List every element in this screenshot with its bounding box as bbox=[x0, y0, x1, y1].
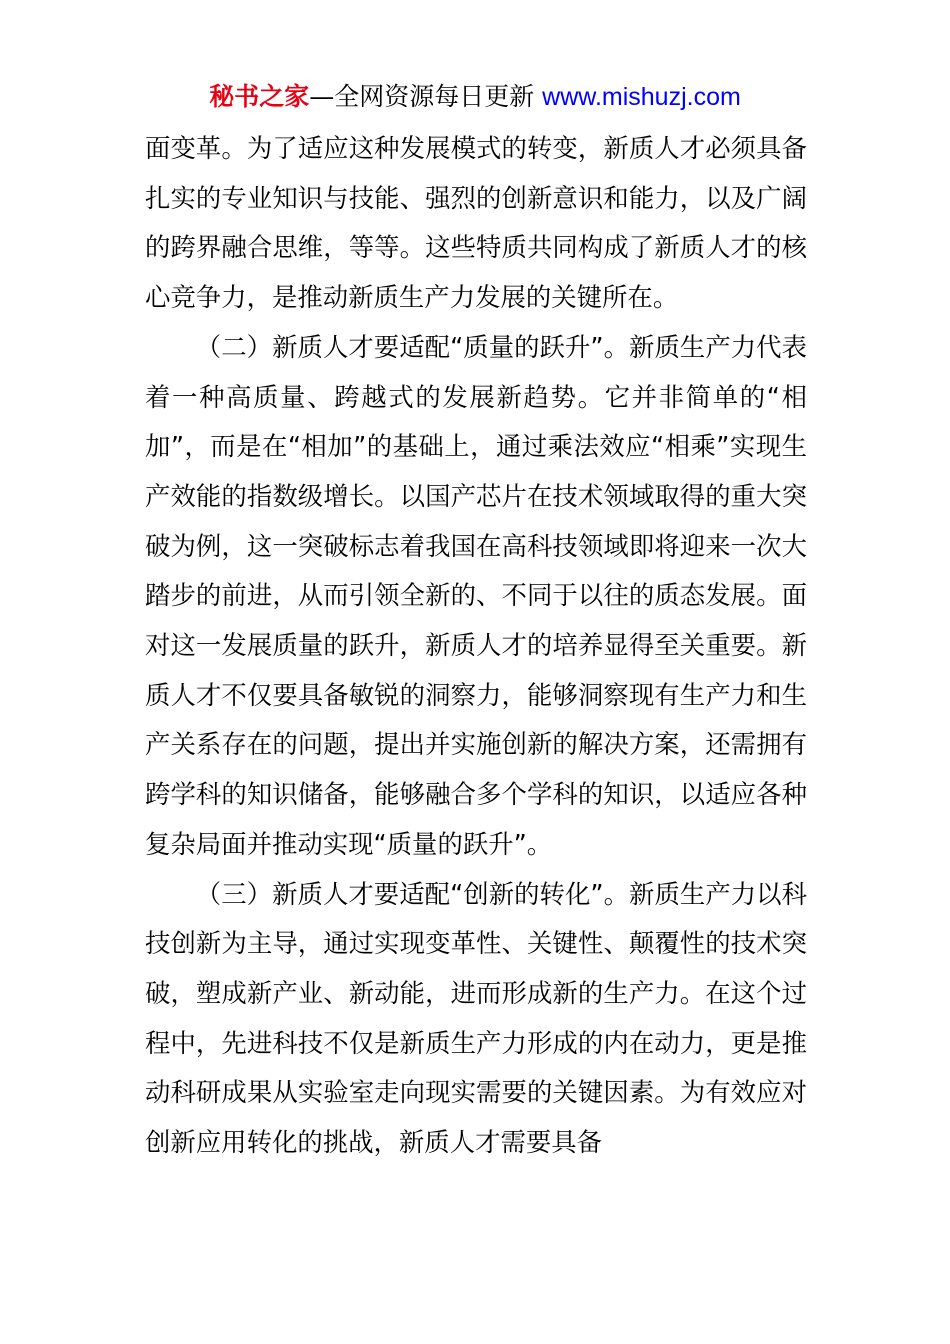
brand-name: 秘书之家 bbox=[209, 82, 310, 111]
paragraph-continuation: 面变革。为了适应这种发展模式的转变，新质人才必须具备扎实的专业知识与技能、强烈的创新意识和能力，以及广阔的跨界融合思维，等等。这些特质共同构成了新质人才的核心竞争力，是推动新质生产力发展的关键所在。 bbox=[145, 133, 807, 313]
header-tagline: —全网资源每日更新 bbox=[309, 82, 543, 111]
paragraph-section-2: （二）新质人才要适配“质量的跃升”。新质生产力代表着一种高质量、跨越式的发展新趋势。它并非简单的“相加”，而是在“相加”的基础上，通过乘法效应“相乘”实现生产效能的指数级增长。以国产芯片在技术领域取得的重大突破为例，这一突破标志着我国在高科技领域即将迎来一次大踏步的前进，从而引领全新的、不同于以往的质态发展。面对这一发展质量的跃升，新质人才的培养显得至关重要。新质人才不仅要具备敏锐的洞察力，能够洞察现有生产力和生产关系存在的问题，提出并实施创新的解决方案，还需拥有跨学科的知识储备，能够融合多个学科的知识，以适应各种复杂局面并推动实现“质量的跃升”。 bbox=[145, 331, 807, 859]
paragraph-section-3: （三）新质人才要适配“创新的转化”。新质生产力以科技创新为主导，通过实现变革性、关键性、颠覆性的技术突破，塑成新产业、新动能，进而形成新的生产力。在这个过程中，先进科技不仅是新质生产力形成的内在动力，更是推动科研成果从实验室走向现实需要的关键因素。为有效应对创新应用转化的挑战，新质人才需要具备 bbox=[145, 878, 807, 1158]
site-url-link[interactable]: www.mishuzj.com bbox=[542, 83, 741, 111]
site-header bbox=[0, 80, 950, 114]
document-body bbox=[145, 124, 807, 1168]
